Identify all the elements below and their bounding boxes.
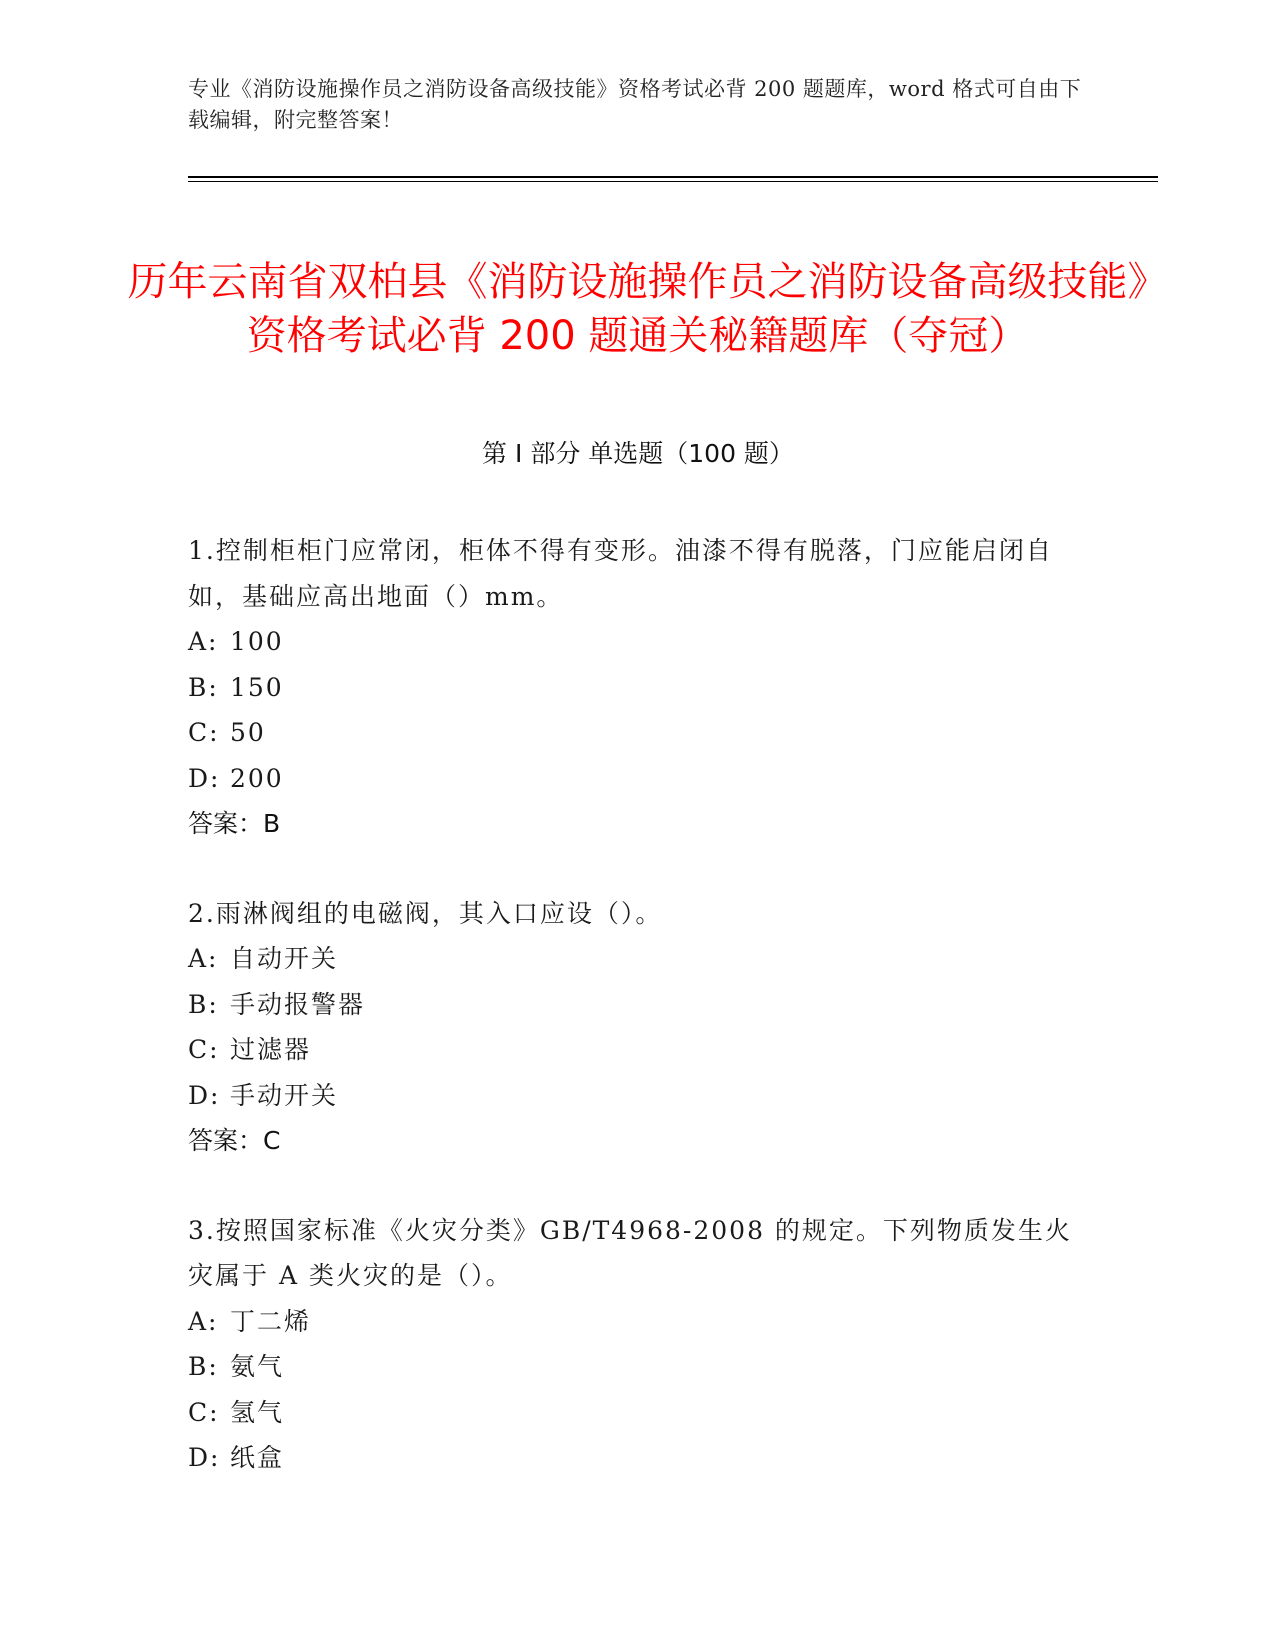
option-text: 氨气 bbox=[230, 1352, 285, 1381]
option-text: 过滤器 bbox=[230, 1035, 312, 1064]
header-divider-thin bbox=[188, 181, 1158, 182]
option-c bbox=[188, 1027, 1088, 1073]
document-title: 历年云南省双柏县《消防设施操作员之消防设备高级技能》资格考试必背 200 题通关秘籍题库（夺冠） bbox=[127, 258, 1148, 359]
option-d bbox=[188, 1435, 1088, 1481]
answer-line: 答案：C bbox=[188, 1126, 281, 1155]
option-letter: D: bbox=[188, 1443, 221, 1472]
option-a bbox=[188, 619, 1088, 665]
option-b bbox=[188, 1344, 1088, 1390]
option-letter: A: bbox=[188, 627, 219, 656]
question-stem: 3.按照国家标准《火灾分类》GB/T4968-2008 的规定。下列物质发生火灾属于 A 类火灾的是（）。 bbox=[188, 1215, 1072, 1290]
option-d bbox=[188, 756, 1088, 802]
question-2 bbox=[188, 891, 1088, 1164]
question-3 bbox=[188, 1208, 1088, 1481]
answer-line: 答案：B bbox=[188, 809, 281, 838]
option-b bbox=[188, 665, 1088, 711]
header-divider-thick bbox=[188, 176, 1158, 178]
option-b bbox=[188, 982, 1088, 1028]
section-heading: 第 I 部分 单选题（100 题） bbox=[482, 439, 794, 468]
question-list bbox=[188, 528, 1088, 1525]
option-a bbox=[188, 936, 1088, 982]
option-letter: B: bbox=[188, 672, 219, 702]
question-1 bbox=[188, 528, 1088, 847]
option-text: 氢气 bbox=[230, 1397, 285, 1427]
option-letter: C: bbox=[188, 718, 220, 747]
option-a bbox=[188, 1299, 1088, 1345]
option-text: 手动报警器 bbox=[230, 989, 366, 1019]
option-d bbox=[188, 1073, 1088, 1119]
option-text: 200 bbox=[230, 763, 284, 793]
question-stem: 2.雨淋阀组的电磁阀，其入口应设（）。 bbox=[188, 898, 663, 928]
option-letter: D: bbox=[188, 1080, 221, 1110]
header-note: 专业《消防设施操作员之消防设备高级技能》资格考试必背 200 题题库，word 格式可自由下载编辑，附完整答案！ bbox=[188, 77, 1082, 132]
option-letter: A: bbox=[188, 1306, 219, 1336]
question-stem: 1.控制柜柜门应常闭，柜体不得有变形。油漆不得有脱落，门应能启闭自如，基础应高出地面（）mm。 bbox=[188, 536, 1053, 611]
option-letter: C: bbox=[188, 1035, 220, 1064]
option-text: 50 bbox=[230, 718, 266, 747]
option-letter: B: bbox=[188, 1352, 219, 1381]
option-text: 100 bbox=[230, 627, 284, 656]
option-c bbox=[188, 1390, 1088, 1436]
option-text: 丁二烯 bbox=[230, 1306, 312, 1336]
option-text: 自动开关 bbox=[230, 944, 339, 973]
option-letter: C: bbox=[188, 1397, 220, 1427]
option-letter: B: bbox=[188, 989, 219, 1019]
option-c bbox=[188, 710, 1088, 756]
option-letter: A: bbox=[188, 944, 219, 973]
option-text: 纸盒 bbox=[230, 1443, 285, 1472]
option-text: 150 bbox=[230, 672, 284, 702]
option-letter: D: bbox=[188, 763, 221, 793]
option-text: 手动开关 bbox=[230, 1080, 339, 1110]
